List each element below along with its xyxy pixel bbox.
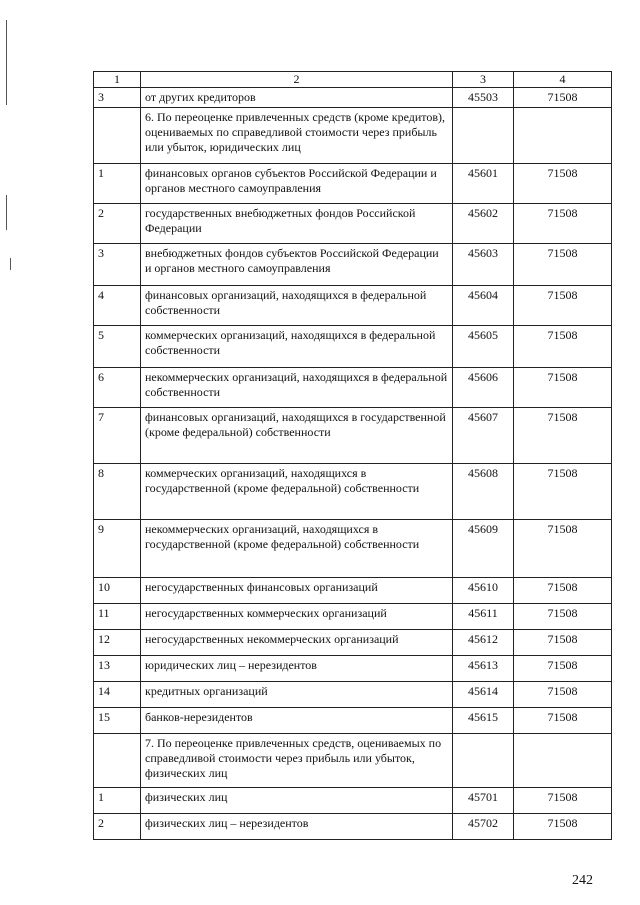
- table-row: [94, 708, 612, 734]
- row-number: 8: [94, 464, 141, 520]
- symbol-code: 71508: [514, 408, 612, 464]
- symbol-code: 71508: [514, 520, 612, 578]
- symbol-code: 71508: [514, 630, 612, 656]
- section-row: [94, 108, 612, 164]
- symbol-code: 71508: [514, 286, 612, 326]
- scan-margin-mark: [6, 195, 7, 230]
- symbol-code: 71508: [514, 464, 612, 520]
- account-number: 45607: [453, 408, 514, 464]
- row-text: юридических лиц – нерезидентов: [141, 656, 453, 682]
- row-number: 15: [94, 708, 141, 734]
- header-cell: 3: [453, 72, 514, 88]
- table-row: [94, 286, 612, 326]
- row-number: 12: [94, 630, 141, 656]
- table-row: [94, 682, 612, 708]
- row-number: 3: [94, 88, 141, 108]
- symbol-code: 71508: [514, 326, 612, 368]
- table-row: [94, 204, 612, 244]
- account-number: 45605: [453, 326, 514, 368]
- account-number: 45614: [453, 682, 514, 708]
- account-number: 45609: [453, 520, 514, 578]
- row-number: 5: [94, 326, 141, 368]
- table-row: [94, 520, 612, 578]
- table-row: [94, 326, 612, 368]
- row-text: некоммерческих организаций, находящихся в федеральной собственности: [141, 368, 453, 408]
- row-text: банков-нерезидентов: [141, 708, 453, 734]
- row-number: 2: [94, 204, 141, 244]
- accounts-table: [93, 71, 612, 840]
- table-row: [94, 630, 612, 656]
- account-number: 45608: [453, 464, 514, 520]
- row-text: коммерческих организаций, находящихся в государственной (кроме федеральной) собственности: [141, 464, 453, 520]
- account-number: 45610: [453, 578, 514, 604]
- row-number: 6: [94, 368, 141, 408]
- row-number: 4: [94, 286, 141, 326]
- account-number: 45604: [453, 286, 514, 326]
- account-number: 45601: [453, 164, 514, 204]
- symbol-code: 71508: [514, 656, 612, 682]
- table-row: [94, 814, 612, 840]
- row-text: финансовых органов субъектов Российской Федерации и органов местного самоуправления: [141, 164, 453, 204]
- row-number: 3: [94, 244, 141, 286]
- row-text: негосударственных некоммерческих организаций: [141, 630, 453, 656]
- table-row: [94, 408, 612, 464]
- row-text: физических лиц – нерезидентов: [141, 814, 453, 840]
- row-text: кредитных организаций: [141, 682, 453, 708]
- header-cell: 2: [141, 72, 453, 88]
- account-number: 45612: [453, 630, 514, 656]
- row-number: [94, 734, 141, 788]
- row-text: физических лиц: [141, 788, 453, 814]
- row-text: коммерческих организаций, находящихся в федеральной собственности: [141, 326, 453, 368]
- symbol-code: 71508: [514, 204, 612, 244]
- section-heading: 7. По переоценке привлеченных средств, оцениваемых по справедливой стоимости через прибыль или убыток, физических лиц: [141, 734, 453, 788]
- row-text: негосударственных финансовых организаций: [141, 578, 453, 604]
- row-number: 13: [94, 656, 141, 682]
- table-row: [94, 164, 612, 204]
- table-header-row: [94, 72, 612, 88]
- row-number: 1: [94, 788, 141, 814]
- account-number: 45702: [453, 814, 514, 840]
- row-number: 14: [94, 682, 141, 708]
- section-row: [94, 734, 612, 788]
- table-row: [94, 656, 612, 682]
- table-row: [94, 578, 612, 604]
- account-number: [453, 108, 514, 164]
- account-number: 45611: [453, 604, 514, 630]
- page-number: 242: [572, 873, 593, 888]
- symbol-code: 71508: [514, 88, 612, 108]
- symbol-code: 71508: [514, 578, 612, 604]
- scan-margin-mark: [10, 258, 11, 270]
- table-row: [94, 244, 612, 286]
- row-number: 1: [94, 164, 141, 204]
- table-row: [94, 88, 612, 108]
- symbol-code: 71508: [514, 814, 612, 840]
- row-text: государственных внебюджетных фондов Российской Федерации: [141, 204, 453, 244]
- section-heading: 6. По переоценке привлеченных средств (кроме кредитов), оцениваемых по справедливой стоимости через прибыль или убыток, юридических лиц: [141, 108, 453, 164]
- account-number: 45613: [453, 656, 514, 682]
- row-number: 7: [94, 408, 141, 464]
- row-text: от других кредиторов: [141, 88, 453, 108]
- row-number: [94, 108, 141, 164]
- row-text: некоммерческих организаций, находящихся в государственной (кроме федеральной) собственности: [141, 520, 453, 578]
- header-cell: 4: [514, 72, 612, 88]
- symbol-code: [514, 108, 612, 164]
- symbol-code: [514, 734, 612, 788]
- account-number: 45606: [453, 368, 514, 408]
- table-row: [94, 368, 612, 408]
- account-number: 45701: [453, 788, 514, 814]
- symbol-code: 71508: [514, 682, 612, 708]
- symbol-code: 71508: [514, 164, 612, 204]
- account-number: 45602: [453, 204, 514, 244]
- row-text: финансовых организаций, находящихся в государственной (кроме федеральной) собственности: [141, 408, 453, 464]
- symbol-code: 71508: [514, 368, 612, 408]
- account-number: [453, 734, 514, 788]
- row-text: финансовых организаций, находящихся в федеральной собственности: [141, 286, 453, 326]
- account-number: 45503: [453, 88, 514, 108]
- scan-margin-mark: [6, 20, 7, 105]
- table-row: [94, 464, 612, 520]
- symbol-code: 71508: [514, 604, 612, 630]
- row-text: внебюджетных фондов субъектов Российской Федерации и органов местного самоуправления: [141, 244, 453, 286]
- table-row: [94, 788, 612, 814]
- row-number: 10: [94, 578, 141, 604]
- header-cell: 1: [94, 72, 141, 88]
- row-number: 9: [94, 520, 141, 578]
- row-number: 11: [94, 604, 141, 630]
- account-number: 45603: [453, 244, 514, 286]
- symbol-code: 71508: [514, 708, 612, 734]
- symbol-code: 71508: [514, 788, 612, 814]
- row-text: негосударственных коммерческих организаций: [141, 604, 453, 630]
- table-row: [94, 604, 612, 630]
- row-number: 2: [94, 814, 141, 840]
- symbol-code: 71508: [514, 244, 612, 286]
- account-number: 45615: [453, 708, 514, 734]
